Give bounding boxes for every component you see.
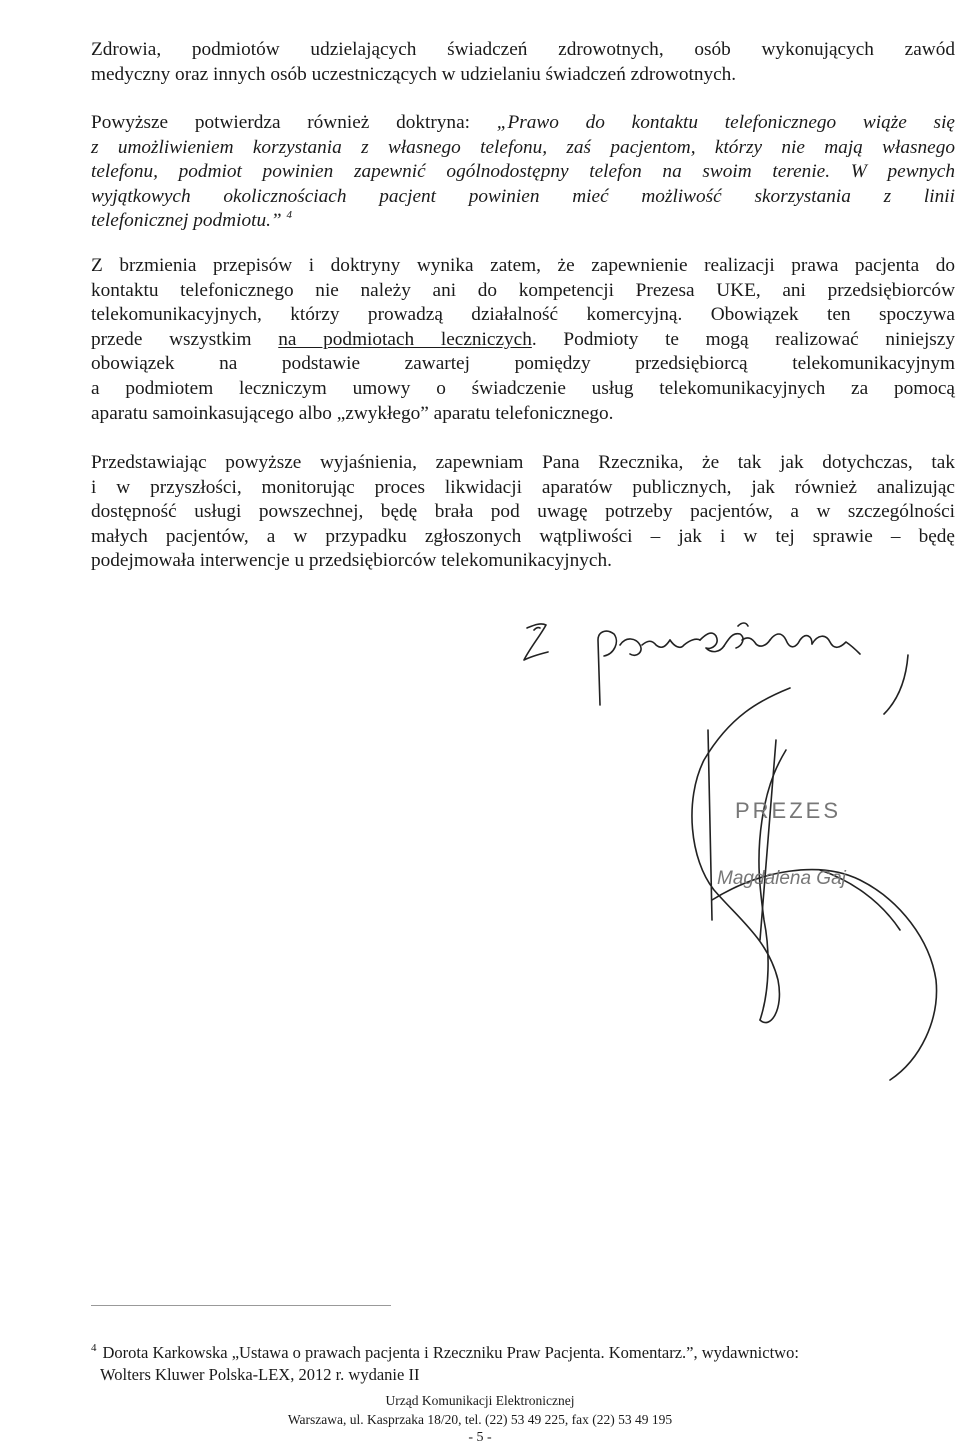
footnote-line [91, 1337, 955, 1364]
text-line: obowiązek na podstawie zawartej pomiędzy przedsiębiorcą telekomunikacyjnym [91, 353, 955, 375]
text-line: telefonu, podmiot powinien zapewnić ogólnodostępny telefon na swoim terenie. W pewnych [91, 161, 955, 183]
page-number: - 5 - [468, 1430, 492, 1445]
footnote-number: 4 [91, 1342, 97, 1354]
text-line: Przedstawiając powyższe wyjaśnienia, zapewniam Pana Rzecznika, że tak jak dotychczas, tak [91, 452, 955, 473]
text-line: a podmiotem leczniczym umowy o świadczenie usług telekomunikacyjnych za pomocą [91, 377, 955, 399]
text-segment: . Podmioty te mogą realizować niniejszy [531, 328, 955, 350]
footer-address: Warszawa, ul. Kasprzaka 18/20, tel. (22) 53 49 225, fax (22) 53 49 195 [287, 1412, 673, 1427]
text-line: medyczny oraz innych osób uczestniczących w udzielaniu świadczeń zdrowotnych. [91, 63, 737, 85]
footnote [91, 1337, 955, 1386]
footnote-line: Wolters Kluwer Polska-LEX, 2012 r. wydanie II [100, 1365, 420, 1384]
text-line: kontaktu telefonicznego nie należy ani do kompetencji Prezesa UKE, ani przedsiębiorców [91, 279, 955, 301]
text-line: wyjątkowych okolicznościach pacjent powinien mieć możliwość skorzystania z linii [91, 185, 955, 207]
text-line: Z brzmienia przepisów i doktryny wynika zatem, że zapewnienie realizacji prawa pacjenta do [91, 255, 955, 276]
footer-organization: Urząd Komunikacji Elektronicznej [385, 1393, 575, 1408]
stamp-title: PREZES [735, 798, 842, 823]
footnote-text: Dorota Karkowska „Ustawa o prawach pacjenta i Rzeczniku Praw Pacjenta. Komentarz.”, wydawnictwo: [102, 1343, 799, 1362]
quote-start: „Prawo do kontaktu telefonicznego wiąże się [496, 112, 955, 133]
text-line: z umożliwieniem korzystania z własnego telefonu, zaś pacjentom, którzy nie mają własnego [91, 136, 955, 158]
text-line: telekomunikacyjnych, którzy prowadzą działalność komercyjną. Obowiązek ten spoczywa [91, 304, 955, 326]
text-line: aparatu samoinkasującego albo „zwykłego” aparatu telefonicznego. [91, 402, 614, 424]
footnote-reference[interactable]: 4 [286, 209, 292, 222]
text-segment: przede wszystkim [91, 328, 279, 350]
handwritten-signature [524, 623, 937, 1080]
text-line: małych pacjentów, a w przypadku zgłoszonych wątpliwości – jak i w tej sprawie – będę [91, 525, 955, 547]
text-line: podejmowała interwencje u przedsiębiorców telekomunikacyjnych. [91, 550, 612, 572]
stamp-name: Magdalena Gaj [717, 868, 846, 889]
text-line: Zdrowia, podmiotów udzielających świadczeń zdrowotnych, osób wykonujących zawód [91, 39, 955, 60]
quote-end: telefonicznej podmiotu.” [91, 210, 282, 232]
underlined-phrase: na podmiotach leczniczych [278, 328, 532, 350]
text-line: dostępność usługi powszechnej, będę brała pod uwagę potrzeby pacjentów, a w szczególności [91, 501, 955, 523]
quote-lead-in: Powyższe potwierdza również doktryna: [91, 112, 497, 133]
text-line: i w przyszłości, monitorując proces likwidacji aparatów publicznych, jak również analizując [91, 476, 955, 498]
official-stamp [717, 798, 847, 889]
footnote-separator [91, 1305, 391, 1306]
